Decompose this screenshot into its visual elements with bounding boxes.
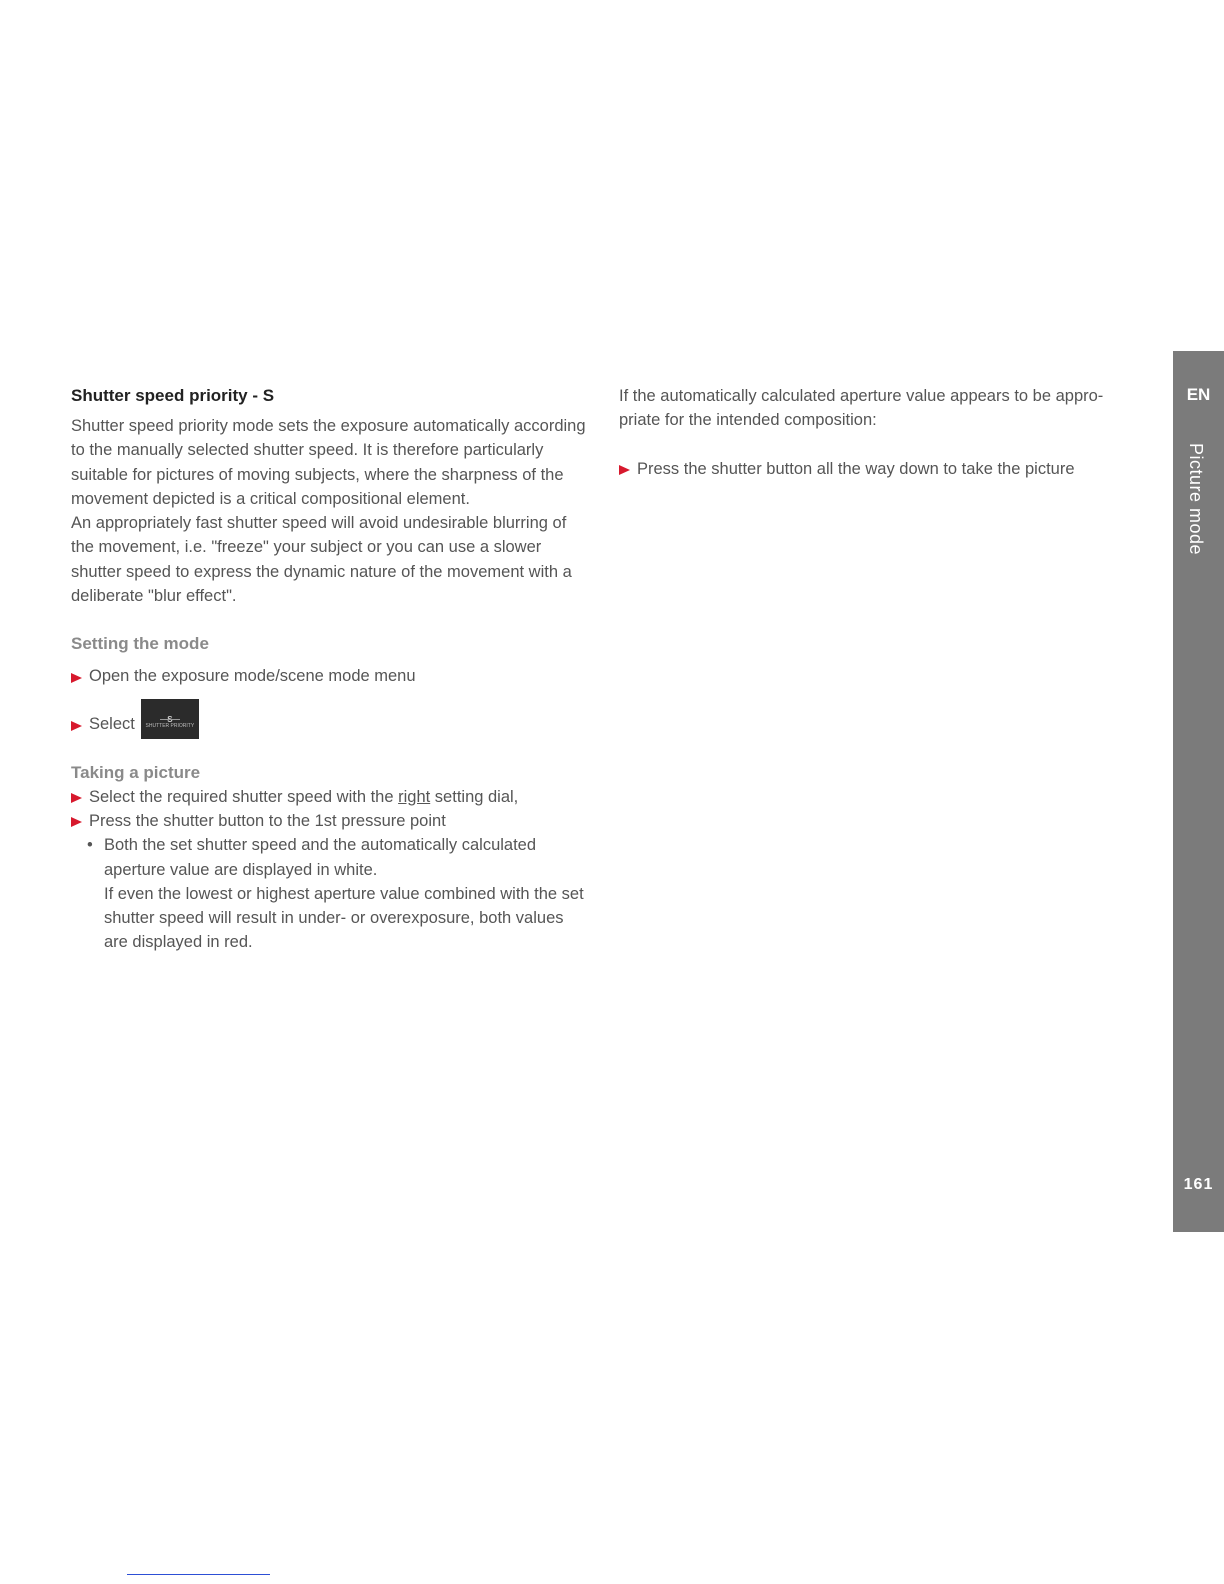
taking-step-2-text: Press the shutter button to the 1st pressure point bbox=[89, 811, 446, 830]
red-arrow-icon bbox=[71, 721, 82, 731]
red-arrow-icon bbox=[71, 673, 82, 683]
red-arrow-icon bbox=[71, 817, 82, 827]
setting-step-1 bbox=[71, 664, 591, 688]
setting-step-2-text: Select bbox=[89, 715, 135, 734]
intro-paragraph-1: Shutter speed priority mode sets the exposure automatically according to the manually selected shutter speed. It is therefore particularly suitable for pictures of moving subjects, where the sharpness of the movement depicted is a critical compositional element. bbox=[71, 417, 586, 508]
bullet-text-2: If even the lowest or highest aperture value combined with the set shutter speed will result in under- or overexposure, both values are displayed in red. bbox=[104, 884, 584, 952]
underlined-right: right bbox=[398, 787, 431, 806]
thumb-caption: SHUTTER PRIORITY bbox=[145, 722, 195, 729]
taking-picture-heading: Taking a picture bbox=[71, 762, 201, 782]
chapter-title: Picture mode bbox=[1186, 443, 1206, 556]
chapter-sidebar bbox=[1173, 351, 1224, 1232]
taking-step-1 bbox=[71, 785, 591, 809]
left-column bbox=[71, 384, 591, 955]
right-paragraph: If the automatically calculated aperture value appears to be appro-priate for the intended composition: bbox=[619, 387, 1104, 430]
taking-step-2 bbox=[71, 809, 591, 833]
right-step-1 bbox=[619, 457, 1139, 481]
bullet-text-1: Both the set shutter speed and the automatically calculated aperture value are displayed in white. bbox=[104, 836, 537, 879]
setting-mode-heading: Setting the mode bbox=[71, 634, 209, 654]
taking-step-1-text: Select the required shutter speed with the right setting dial, bbox=[89, 787, 519, 806]
red-arrow-icon bbox=[619, 465, 630, 475]
red-arrow-icon bbox=[71, 793, 82, 803]
shutter-priority-menu-icon bbox=[141, 699, 199, 739]
bullet-dot: • bbox=[87, 836, 93, 855]
page-number: 161 bbox=[1183, 1176, 1214, 1193]
setting-step-2 bbox=[71, 697, 591, 737]
bullet-item bbox=[71, 833, 591, 954]
intro-paragraph-2: An appropriately fast shutter speed will avoid undesirable blurring of the movement, i.e. "freeze" your subject or you can use a slower shutter speed to express the dynamic nature of the movement with a deliberate "blur effect". bbox=[71, 514, 572, 606]
thumb-divider bbox=[160, 719, 180, 720]
language-label: EN bbox=[1186, 385, 1211, 404]
footnote-rule bbox=[127, 1574, 270, 1575]
section-title: Shutter speed priority - S bbox=[71, 386, 275, 405]
right-column bbox=[619, 384, 1139, 481]
setting-step-1-text: Open the exposure mode/scene mode menu bbox=[89, 667, 416, 686]
right-step-1-text: Press the shutter button all the way down to take the picture bbox=[637, 459, 1075, 478]
